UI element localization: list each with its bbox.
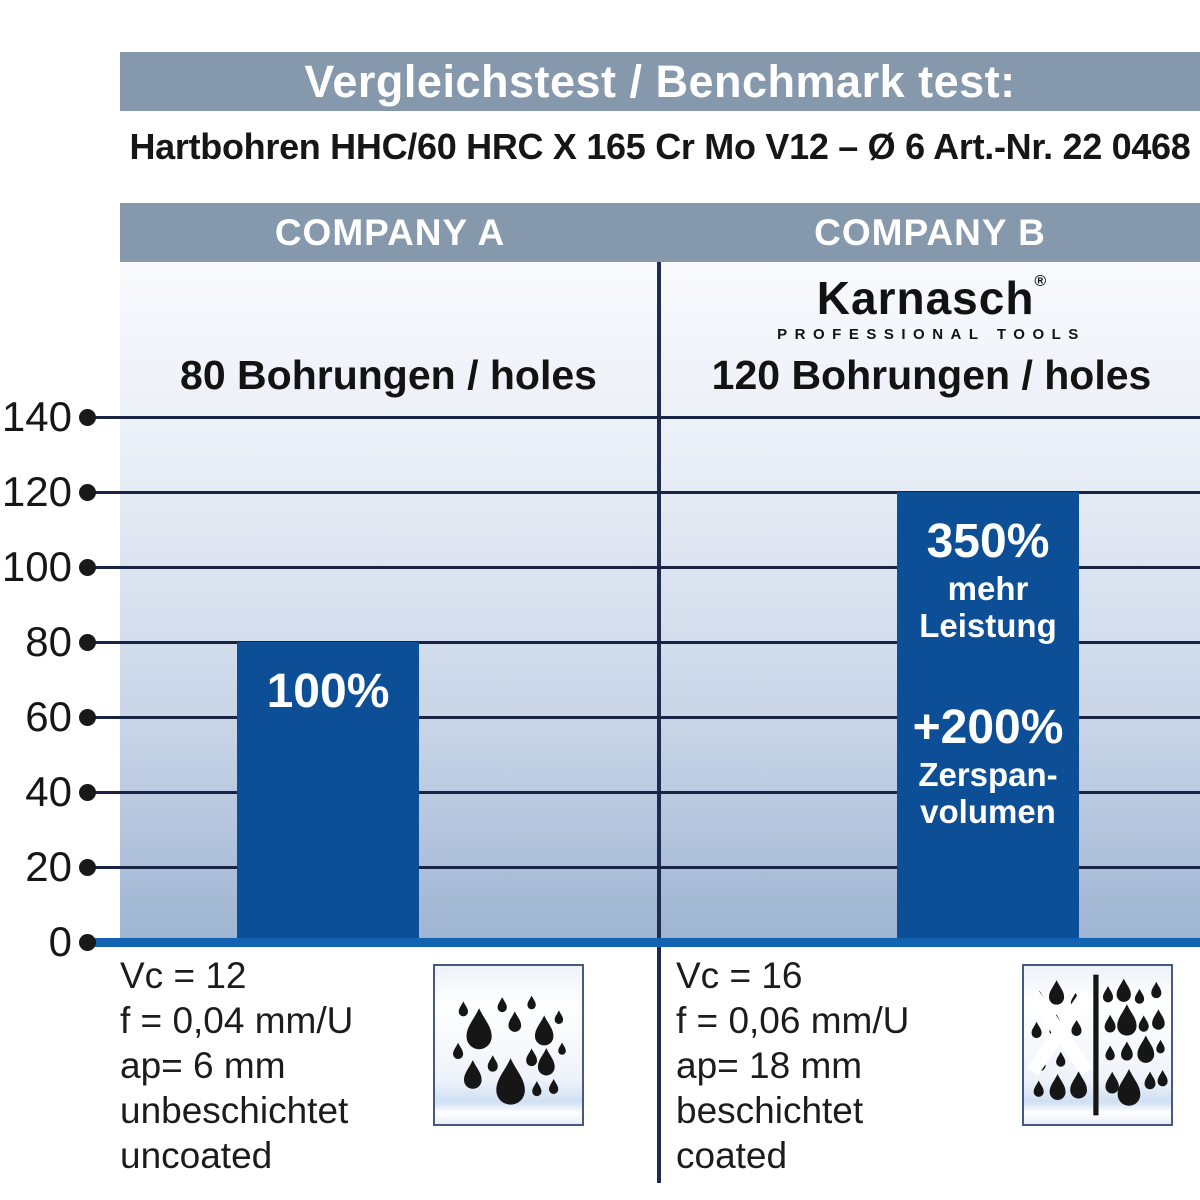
- spec-line: unbeschichtet: [120, 1090, 349, 1131]
- company-b-holes-label: 120 Bohrungen / holes: [711, 352, 1152, 398]
- y-tick-dot: [79, 634, 96, 651]
- y-tick-dot: [79, 934, 96, 951]
- y-tick-label: 40: [25, 768, 72, 815]
- spec-line: f = 0,06 mm/U: [676, 1000, 910, 1041]
- y-tick-label: 80: [25, 618, 72, 665]
- spec-line: coated: [676, 1135, 788, 1176]
- registered-trademark-icon: ®: [1034, 273, 1047, 290]
- x-axis-baseline: [90, 938, 1200, 947]
- y-tick-dot: [79, 559, 96, 576]
- brand-name: Karnasch: [816, 272, 1035, 324]
- y-tick-dot: [79, 709, 96, 726]
- y-tick-label: 120: [1, 468, 72, 515]
- bar-value-label: volumen: [920, 793, 1056, 830]
- spec-line: f = 0,04 mm/U: [120, 1000, 354, 1041]
- spec-line: Vc = 12: [120, 955, 247, 996]
- brand-tagline: PROFESSIONAL TOOLS: [777, 326, 1086, 343]
- y-tick-dot: [79, 859, 96, 876]
- y-tick-label: 60: [25, 693, 72, 740]
- no-coolant-vs-coolant-droplets-icon: [1022, 964, 1173, 1126]
- y-tick-label: 100: [1, 543, 72, 590]
- bar-company-a: [237, 642, 419, 942]
- bar-value-label: 100%: [266, 665, 390, 718]
- page-title: Vergleichstest / Benchmark test:: [304, 55, 1016, 107]
- company-a-header: COMPANY A: [274, 211, 506, 253]
- spec-line: ap= 18 mm: [676, 1045, 863, 1086]
- gridline: [90, 416, 1200, 419]
- y-tick-label: 20: [25, 843, 72, 890]
- y-tick-dot: [79, 484, 96, 501]
- bar-value-label: mehr: [947, 570, 1029, 607]
- coolant-droplets-icon: [433, 964, 584, 1126]
- spec-line: beschichtet: [676, 1090, 864, 1131]
- y-tick-dot: [79, 409, 96, 426]
- bar-company-b: [897, 492, 1079, 942]
- bar-value-label: 350%: [926, 515, 1050, 568]
- y-tick-label: 140: [1, 393, 72, 440]
- bar-value-label: Zerspan-: [918, 756, 1058, 793]
- company-b-cutting-parameters: [676, 953, 909, 1178]
- spec-line: Vc = 16: [676, 955, 803, 996]
- y-tick-dot: [79, 784, 96, 801]
- product-subtitle: Hartbohren HHC/60 HRC X 165 Cr Mo V12 – Ø 6 Art.-Nr. 22 0468: [129, 126, 1191, 167]
- spec-line: ap= 6 mm: [120, 1045, 286, 1086]
- company-a-cutting-parameters: [120, 953, 353, 1178]
- company-b-header: COMPANY B: [814, 211, 1046, 253]
- spec-line: uncoated: [120, 1135, 273, 1176]
- bar-value-label: +200%: [912, 701, 1064, 754]
- y-tick-label: 0: [48, 918, 72, 965]
- company-a-holes-label: 80 Bohrungen / holes: [180, 352, 597, 398]
- bar-value-label: Leistung: [919, 607, 1057, 644]
